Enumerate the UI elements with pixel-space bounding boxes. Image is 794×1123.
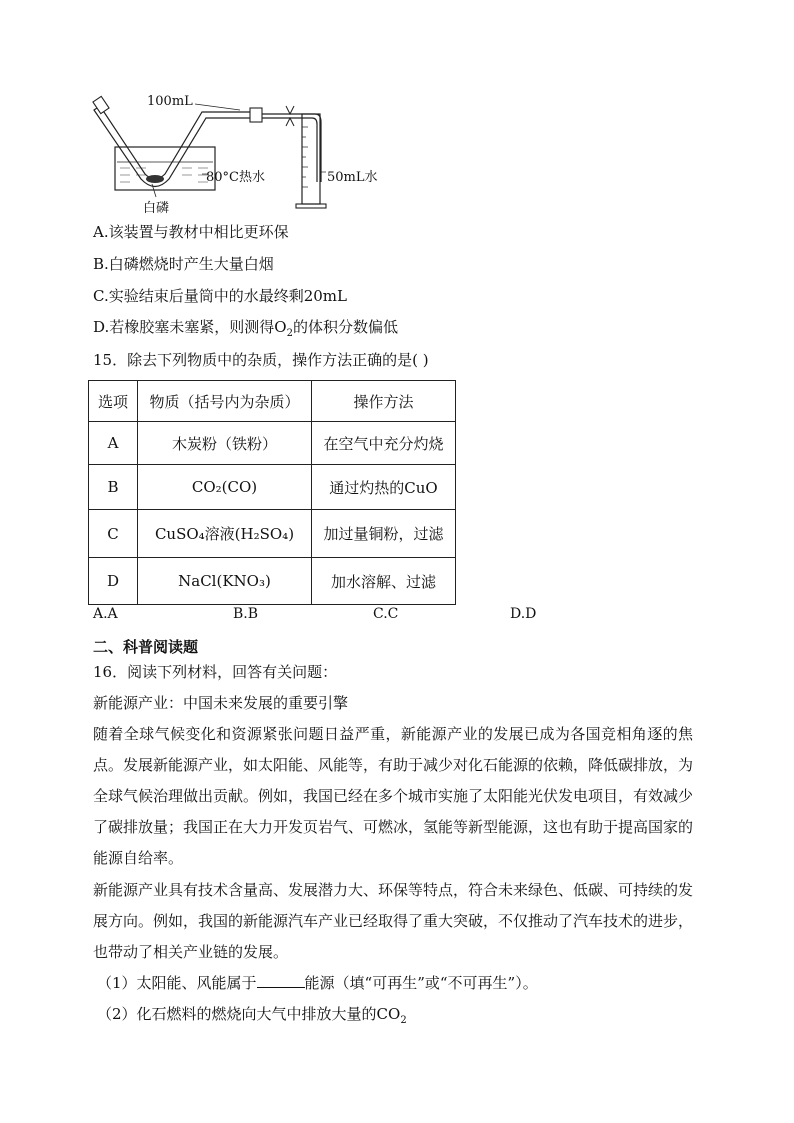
apparatus-figure xyxy=(90,92,400,217)
flask-label: 100mL xyxy=(147,94,193,109)
option-a: A.该装置与教材中相比更环保 xyxy=(93,223,289,241)
table-header-row xyxy=(89,381,456,422)
question-16-stem: 16．阅读下列材料，回答有关问题： xyxy=(93,663,338,681)
white-phosphorus xyxy=(146,175,164,183)
table-row: C CuSO₄溶液(H₂SO₄) 加过量铜粉，过滤 xyxy=(89,510,456,558)
option-c: C.实验结束后量筒中的水最终剩20mL xyxy=(93,287,347,305)
answer-a: A.A xyxy=(93,606,118,622)
article-paragraph-1: 随着全球气候变化和资源紧张问题日益严重，新能源产业的发展已成为各国竞相角逐的焦点。发展新能源产业，如太阳能、风能等，有助于减少对化石能源的依赖，降低碳排放，为全球气候治理做出贡献。例如，我国已经在多个城市实施了太阳能光伏发电项目，有效减少了碳排放量；我国正在大力开发页岩气、可燃冰，氢能等新型能源，这也有助于提高国家的能源自给率。 xyxy=(93,725,694,867)
table-row: B CO₂(CO) 通过灼热的CuO xyxy=(89,465,456,510)
section-heading: 二、科普阅读题 xyxy=(93,638,199,656)
phosphorus-label: 白磷 xyxy=(143,201,170,216)
article-title: 新能源产业：中国未来发展的重要引擎 xyxy=(93,694,349,712)
table-row: D NaCl(KNO₃) 加水溶解、过滤 xyxy=(89,558,456,605)
bath-label: 80°C热水 xyxy=(206,170,265,185)
sub-question-1: （1）太阳能、风能属于 能源（填“可再生”或“不可再生”）。 xyxy=(97,974,538,992)
option-b: B.白磷燃烧时产生大量白烟 xyxy=(93,255,274,273)
table-row: A 木炭粉（铁粉） 在空气中充分灼烧 xyxy=(89,422,456,465)
cylinder-label: 50mL水 xyxy=(327,170,378,185)
answer-blank[interactable] xyxy=(257,973,305,988)
water-bath xyxy=(115,147,215,190)
header-method: 操作方法 xyxy=(312,381,456,422)
options-table xyxy=(88,380,456,605)
answer-b: B.B xyxy=(233,606,259,622)
header-option: 选项 xyxy=(89,381,138,422)
question-15-stem: 15．除去下列物质中的杂质，操作方法正确的是( ) xyxy=(93,351,429,369)
answer-c: C.C xyxy=(373,606,399,622)
header-substance: 物质（括号内为杂质） xyxy=(138,381,312,422)
sub-question-2: （2）化石燃料的燃烧向大气中排放大量的$CO_2$ xyxy=(97,1005,407,1026)
article-paragraph-2: 新能源产业具有技术含量高、发展潜力大、环保等特点，符合未来绿色、低碳、可持续的发展方向。例如，我国的新能源汽车产业已经取得了重大突破，不仅推动了汽车技术的进步，也带动了相关产业链的发展。 xyxy=(93,881,694,961)
option-d: D.若橡胶塞未塞紧，则测得$O_2$的体积分数偏低 xyxy=(93,318,398,339)
answer-d: D.D xyxy=(510,606,537,622)
